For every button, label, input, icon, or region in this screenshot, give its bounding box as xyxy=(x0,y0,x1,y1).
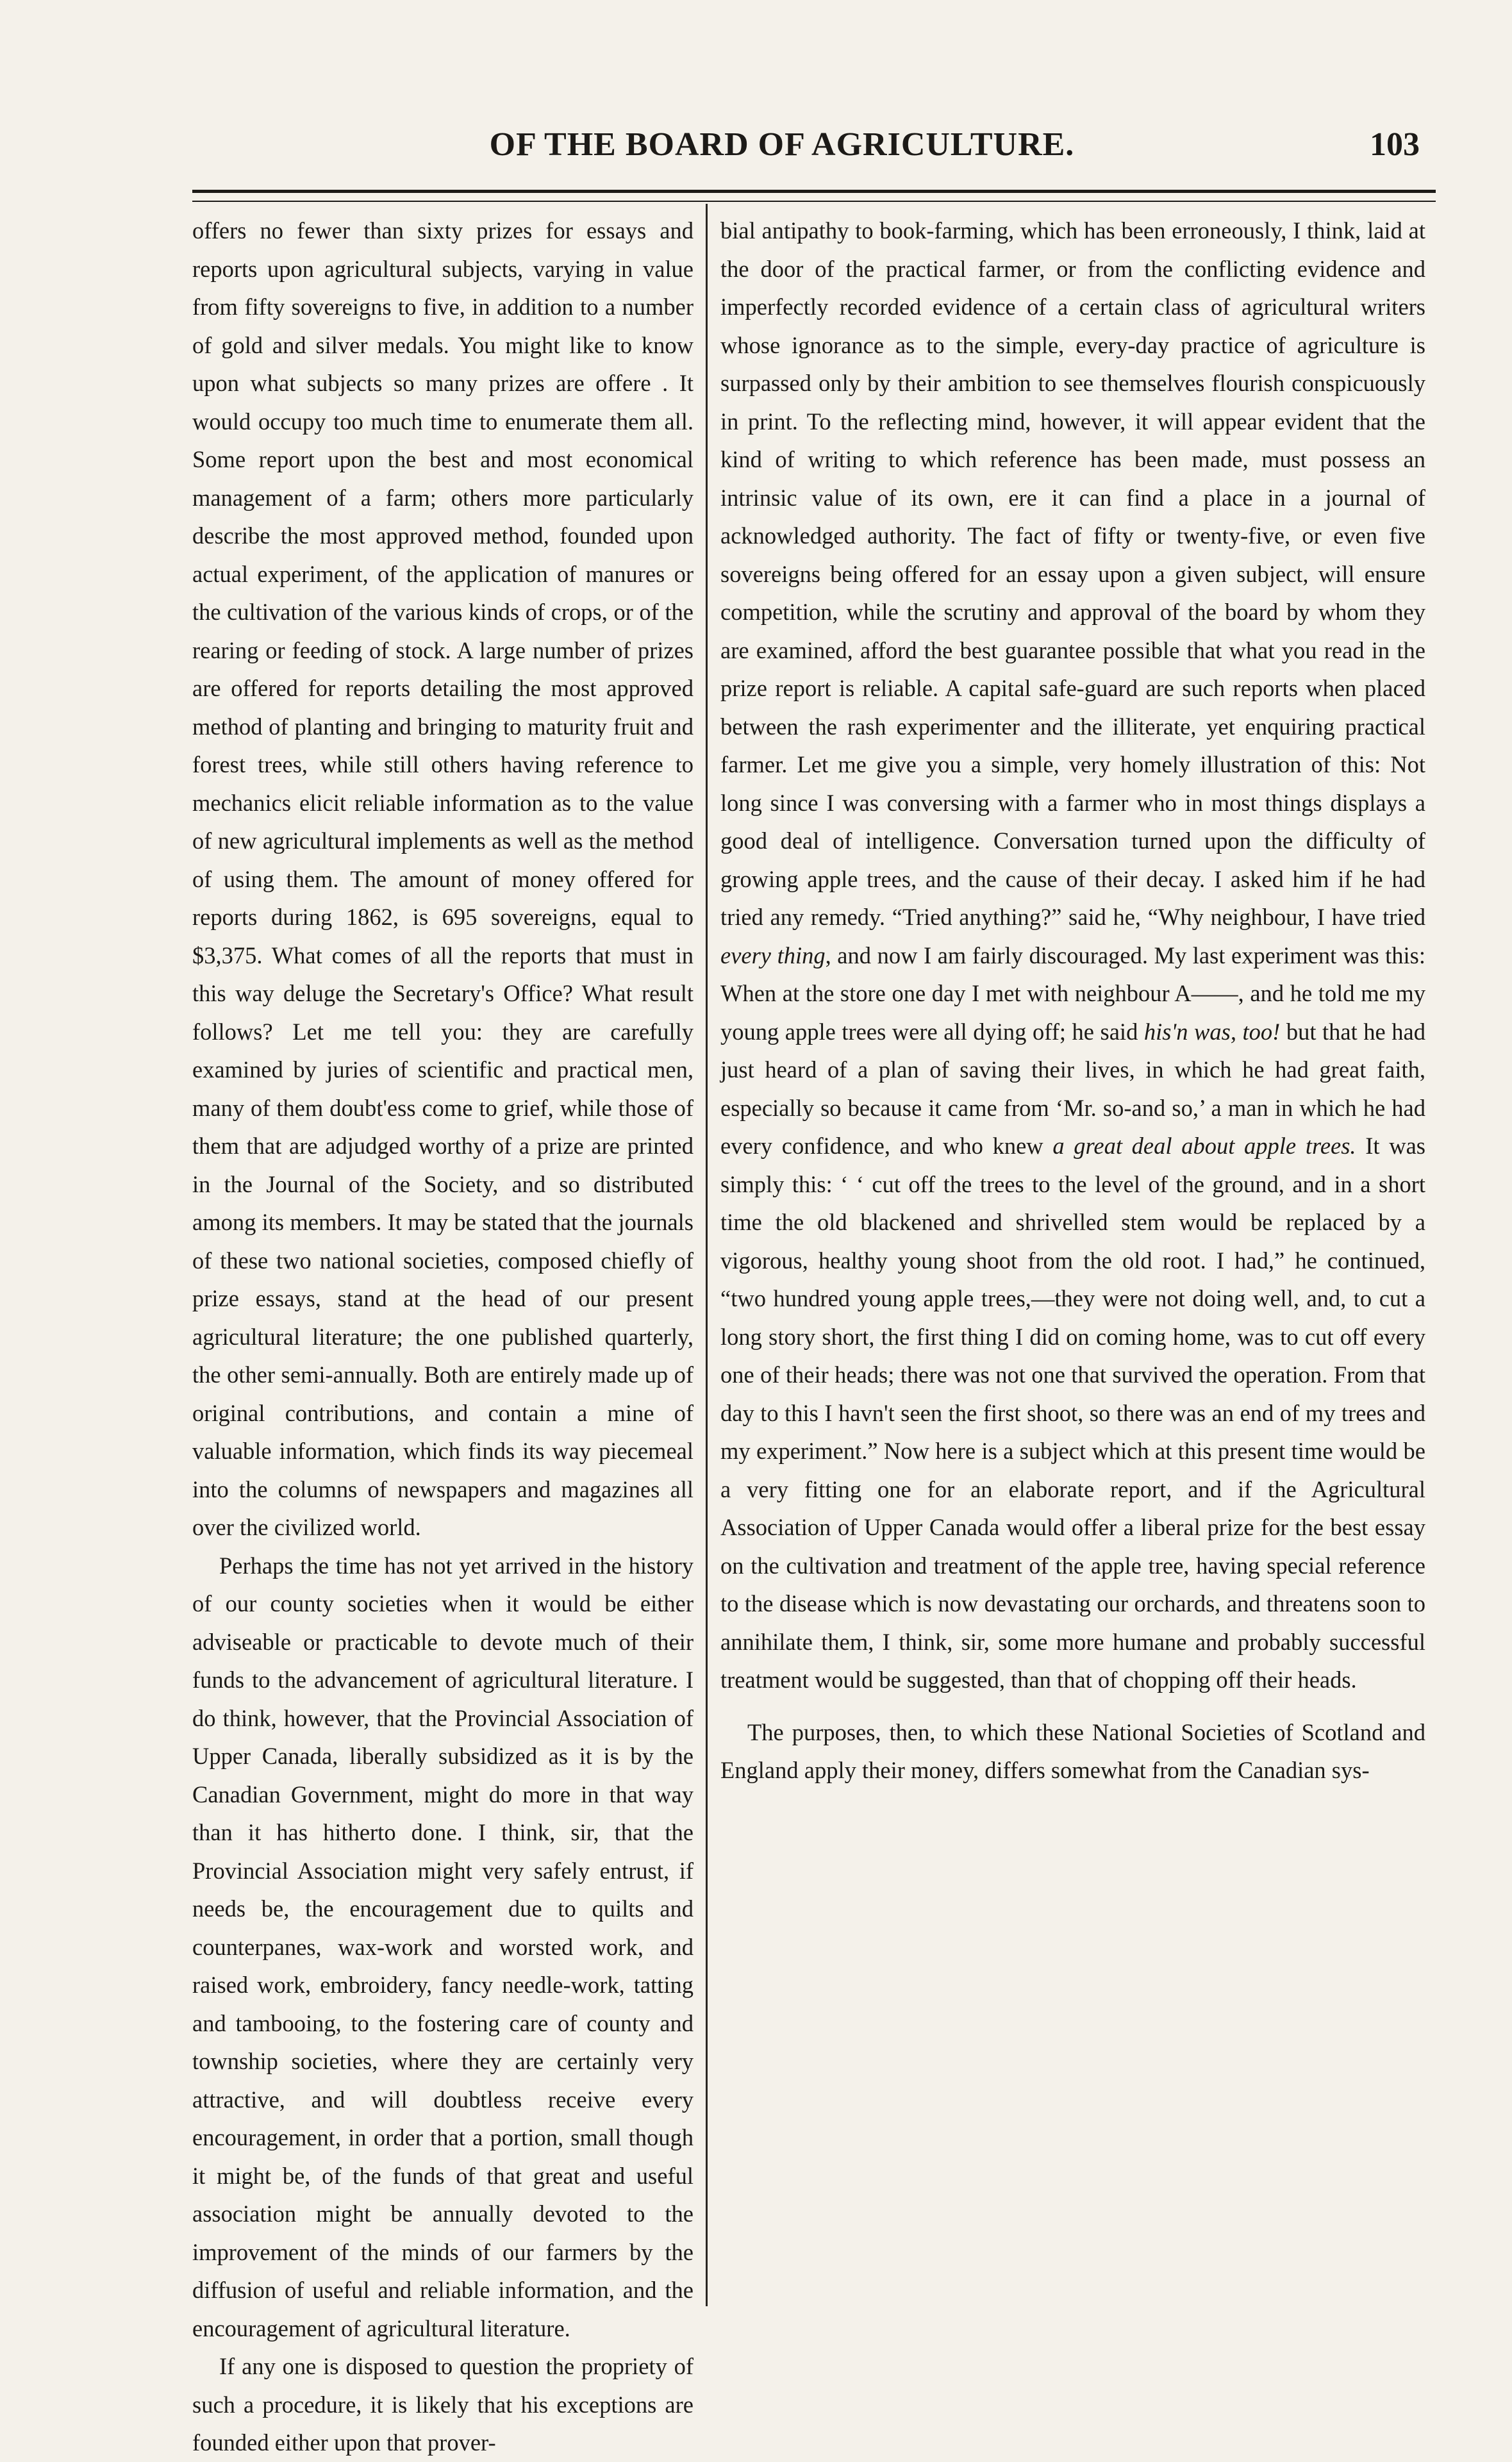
column-divider xyxy=(706,204,708,2306)
right-paragraph-1 xyxy=(720,212,1425,1699)
right-p1-italic-1: every thing xyxy=(720,942,826,969)
right-paragraph-2: The purposes, then, to which these National Societies of Scotland and England apply their money, differs somewhat from the Canadian sys- xyxy=(720,1718,1425,1783)
left-paragraph-2: Perhaps the time has not yet arrived in the history of our county societies when it would be either adviseable or practicable to devote much of their funds to the advancement of agricultural literature. I do think, however, that the Provincial Association of Upper Canada, liberally subsidized as it is by the Canadian Government, might do more in that way than it has hitherto done. I think, sir, that the Provincial Association might very safely entrust, if needs be, the encouragement due to quilts and counterpanes, wax-work and worsted work, and raised work, embroidery, fancy needle-work, tatting and tambooing, to the fostering care of county and township societies, where they are certainly very attractive, and will doubtless receive every encouragement, in order that a portion, small though it might be, of the funds of that great and useful association might be annually devoted to the improvement of the minds of our farmers by the diffusion of useful and reliable information, and the encouragement of agricultural literature. xyxy=(192,1552,694,2341)
page-number: 103 xyxy=(1370,126,1420,163)
right-p1-text-d: It was simply this: ‘ ‘ cut off the trees to the level of the ground, and in a short time the old blackened and shrivelled stem would be replaced by a vigorous, healthy young shoot from the old root. I had,” he continued, “two hundred young apple trees,—they were not doing well, and, to cut a long story short, the first thing I did on coming home, was to cut off every one of their heads; there was not one that survived the operation. From that day to this I havn't seen the first shoot, so there was an end of my trees and my experiment.” Now here is a subject which at this present time would be a very fitting one for an elaborate report, and if the Agricultural Association of Upper Canada would offer a liberal prize for the best essay on the cultivation and treatment of the apple tree, having special reference to the disease which is now devastating our orchards, and threatens soon to annihilate them, I think, sir, some more humane and probably successful treatment would be suggested, than that of chopping off their heads. xyxy=(720,1133,1425,1693)
left-paragraph-1: offers no fewer than sixty prizes for essays and reports upon agricultural subjects, varying in value from fifty sovereigns to five, in addition to a number of gold and silver medals. You might like to know upon what subjects so many prizes are offere . It would occupy too much time to enumerate them all. Some report upon the best and most economical management of a farm; others more particularly describe the most approved method, founded upon actual experiment, of the application of manures or the cultivation of the various kinds of crops, or of the rearing or feeding of stock. A large number of prizes are offered for reports detailing the most approved method of planting and bringing to maturity fruit and forest trees, while still others having reference to mechanics elicit reliable information as to the value of new agricultural implements as well as the method of using them. The amount of money offered for reports during 1862, is 695 sovereigns, equal to $3,375. What comes of all the reports that must in this way deluge the Secretary's Office? What result follows? Let me tell you: they are carefully examined by juries of scientific and practical men, many of them doubt'ess come to grief, while those of them that are adjudged worthy of a prize are printed in the Journal of the Society, and so distributed among its members. It may be stated that the journals of these two national societies, composed chiefly of prize essays, stand at the head of our present agricultural literature; the one published quarterly, the other semi-annually. Both are entirely made up of original contributions, and contain a mine of valuable information, which finds its way piecemeal into the columns of newspapers and magazines all over the civilized world. xyxy=(192,217,694,1540)
right-p1-text-b: , and now I am fairly discouraged. My last experiment was this: When at the store one day I met with neighbour A——, and he told me my young apple trees were all dying off; he said xyxy=(720,942,1425,1045)
left-column xyxy=(192,212,694,2456)
right-p1-italic-2: his'n was, too! xyxy=(1143,1018,1281,1045)
left-paragraph-3: If any one is disposed to question the propriety of such a procedure, it is likely that his exceptions are founded either upon that prover- xyxy=(192,2353,694,2456)
right-p1-italic-3: a great deal about apple trees. xyxy=(1052,1133,1356,1159)
running-head xyxy=(0,119,1512,171)
right-p1-text-a: bial antipathy to book-farming, which has been erroneously, I think, laid at the door of the practical farmer, or from the conflicting evidence and imperfectly recorded evidence of a certain class of agricultural writers whose ignorance as to the simple, every-day practice of agriculture is surpassed only by their ambition to see themselves flourish conspicuously in print. To the reflecting mind, however, it will appear evident that the kind of writing to which reference has been made, must possess an intrinsic value of its own, ere it can find a place in a journal of acknowledged authority. The fact of fifty or twenty-five, or even five sovereigns being offered for an essay upon a given subject, will ensure competition, while the scrutiny and approval of the board by whom they are examined, afford the best guarantee possible that what you read in the prize report is reliable. A capital safe-guard are such reports when placed between the rash experimenter and the illiterate, yet enquiring practical farmer. Let me give you a simple, very homely illustration of this: Not long since I was conversing with a farmer who in most things displays a good deal of intelligence. Conversation turned upon the difficulty of growing apple trees, and the cause of their decay. I asked him if he had tried any remedy. “Tried anything?” said he, “Why neighbour, I have tried xyxy=(720,217,1425,930)
right-column xyxy=(720,212,1425,2320)
page-title: OF THE BOARD OF AGRICULTURE. xyxy=(489,126,1075,163)
right-p1-text-c: but that he had just heard of a plan of saving their lives, in which he had great faith, especially so because it came from ‘Mr. so-and so,’ a man in which he had every confidence, and who knew xyxy=(720,1018,1425,1159)
header-rule xyxy=(192,190,1436,202)
